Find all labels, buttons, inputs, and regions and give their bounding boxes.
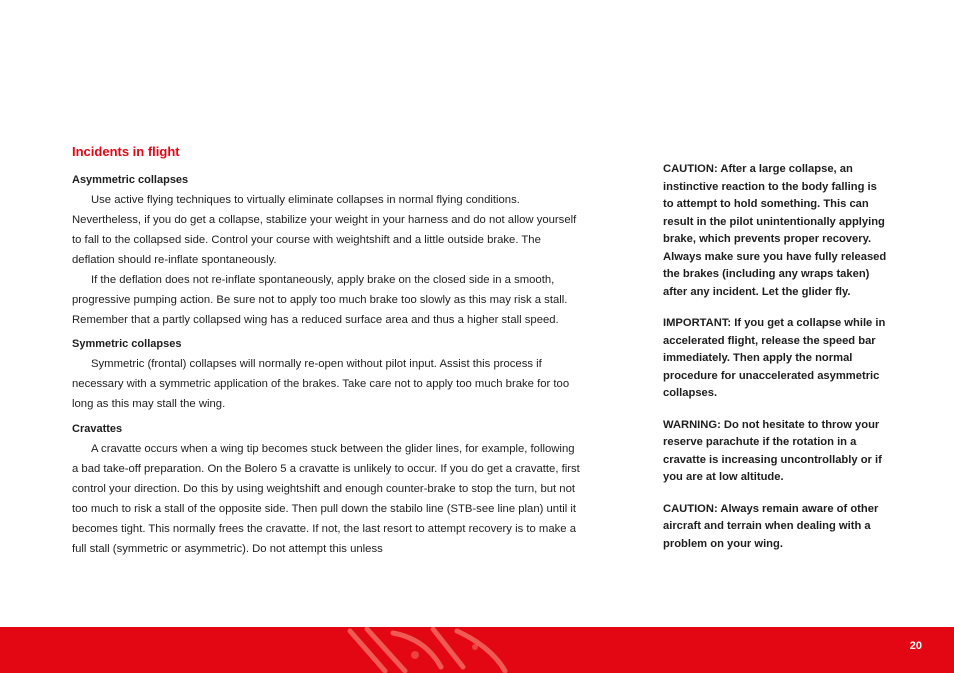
page-number: 20 xyxy=(909,640,922,652)
main-column xyxy=(72,143,582,559)
subheading-symmetric: Symmetric collapses xyxy=(72,338,182,350)
important-note: IMPORTANT: If you get a collapse while in accelerated flight, release the speed bar immediately. Then apply the normal procedure for unaccelerated asymmetric collapses. xyxy=(663,317,886,399)
paragraph: If the deflation does not re-inflate spontaneously, apply brake on the closed side in a smooth, progressive pumping action. Be sure not to apply too much brake too slowly as this may risk a stall. Remember that a partly collapsed wing has a reduced surface area and thus a higher stall speed. xyxy=(72,274,568,326)
subheading-asymmetric: Asymmetric collapses xyxy=(72,174,189,186)
warning-note: WARNING: Do not hesitate to throw your reserve parachute if the rotation in a cravatte is increasing uncontrollably or if you are at low altitude. xyxy=(663,418,882,483)
footer-bar xyxy=(0,627,954,673)
paragraph: Use active flying techniques to virtually eliminate collapses in normal flying conditions. Nevertheless, if you do get a collapse, stabilize your weight in your harness and do not allow yourself to fall to the collapsed side. Control your course with weightshift and a little outside brake. The deflation should re-inflate spontaneously. xyxy=(72,194,577,266)
subheading-cravattes: Cravattes xyxy=(72,423,123,435)
paragraph: A cravatte occurs when a wing tip becomes stuck between the glider lines, for example, following a bad take-off preparation. On the Bolero 5 a cravatte is unlikely to occur. If you do get a cravatte, first control your direction. Do this by using weightshift and enough counter-brake to stop the turn, but not too much to risk a stall of the opposite side. Then pull down the stabilo line (STB-see line plan) until it becomes tight. This normally frees the cravatte. If not, the last resort to attempt recovery is to make a full stall (symmetric or asymmetric). Do not attempt this unless xyxy=(72,443,580,555)
caution-note: CAUTION: Always remain aware of other aircraft and terrain when dealing with a problem on your wing. xyxy=(663,502,879,550)
brand-logo-watermark xyxy=(345,627,515,673)
caution-note: CAUTION: After a large collapse, an instinctive reaction to the body falling is to attempt to hold something. This can result in the pilot unintentionally applying brake, which prevents proper recovery. Always make sure you have fully released the brakes (including any wraps taken) after any incident. Let the glider fly. xyxy=(663,163,887,298)
notes-column xyxy=(663,161,887,567)
paragraph: Symmetric (frontal) collapses will normally re-open without pilot input. Assist this process if necessary with a symmetric application of the brakes. Take care not to apply too much brake for too long as this may stall the wing. xyxy=(72,358,570,410)
section-title: Incidents in flight xyxy=(72,144,180,159)
